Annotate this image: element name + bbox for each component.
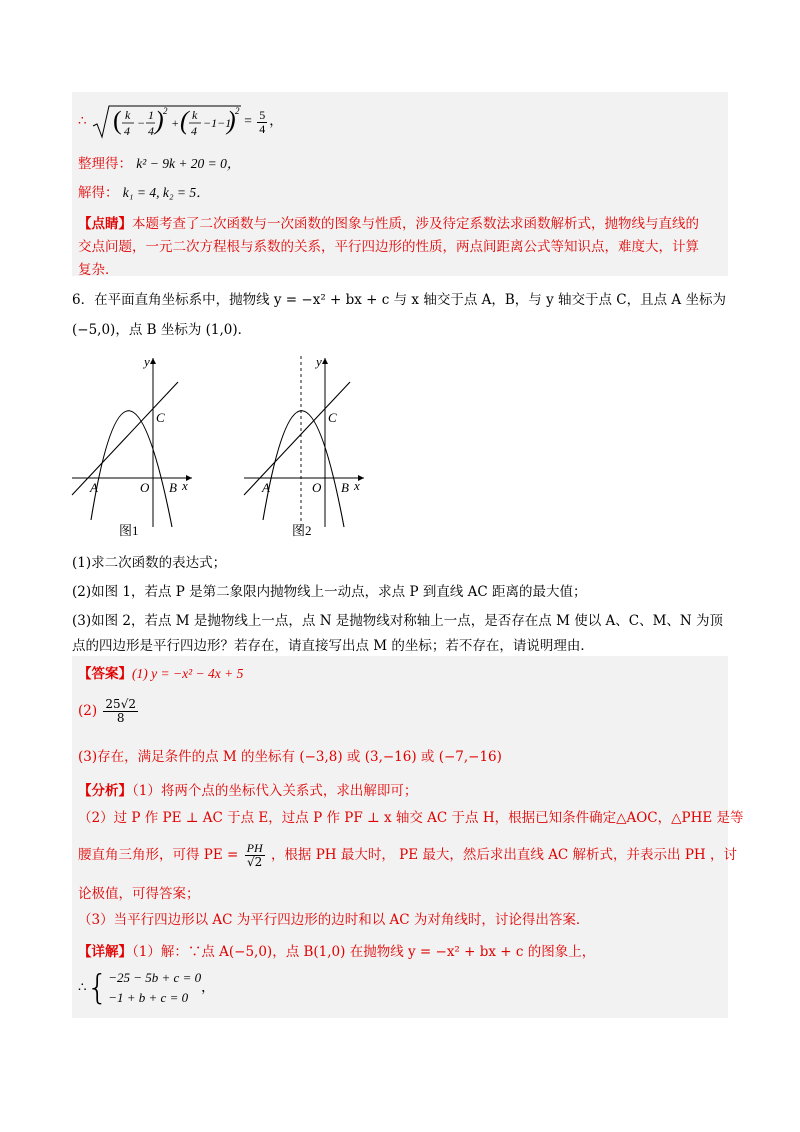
svg-text:1: 1: [147, 108, 154, 122]
figure-1: [68, 352, 198, 537]
k-solutions: k₁ = 4, k₂ = 5．: [122, 185, 210, 200]
fig1-y-label: y: [144, 354, 150, 369]
svg-text:): ): [226, 106, 236, 135]
distance-equation: [78, 104, 283, 140]
simplify-label: 整理得：: [78, 156, 132, 172]
question-2: (2)如图 1，若点 P 是第二象限内抛物线上一动点，求点 P 到直线 AC 距离的最大值；: [72, 584, 587, 600]
fig1-point-o: O: [140, 480, 150, 495]
answer-2-fraction: $\frac{25√2}{8}$: [105, 697, 136, 725]
problem-stem-line-1: 6．在平面直角坐标系中，抛物线 y = −x² + bx + c 与 x 轴交于点 A，B，与 y 轴交于点 C，且点 A 坐标为: [72, 292, 726, 308]
fig1-point-b: B: [169, 480, 177, 495]
problem-number: 6．: [72, 292, 95, 308]
svg-text:−: −: [136, 116, 145, 130]
shaded-answer-block: [72, 656, 728, 1018]
svg-text:4: 4: [123, 124, 130, 138]
question-1: (1)求二次函数的表达式；: [72, 555, 227, 571]
analysis-line-5: （3）当平行四边形以 AC 为平行四边形的边时和以 AC 为对角线时，讨论得出答案．: [78, 912, 590, 928]
equals-five-quarters: = $\frac{5}{4}$ ，: [244, 107, 283, 136]
fig2-y-label: y: [316, 354, 322, 369]
simplified-line: [78, 154, 240, 174]
fig2-x-label: x: [354, 478, 360, 493]
analysis-line-2: （2）过 P 作 PE ⊥ AC 于点 E，过点 P 作 PF ⊥ x 轴交 AC 于点 H，根据已知条件确定△AOC，△PHE 是等: [78, 810, 744, 826]
left-brace: {: [86, 968, 109, 1008]
svg-text:): ): [154, 106, 164, 135]
fig2-point-o: O: [312, 480, 322, 495]
comment-tag: 【点睛】: [78, 216, 132, 232]
pe-fraction: $\frac{PH}{√2}$: [246, 841, 263, 869]
fig1-point-c: C: [156, 410, 165, 425]
therefore-symbol-2: ∴: [78, 979, 87, 996]
therefore-symbol: ∴: [78, 113, 87, 130]
solve-label: 解得：: [78, 185, 119, 201]
fig2-point-b: B: [341, 480, 349, 495]
figure-2: [240, 352, 370, 537]
svg-text:k: k: [124, 108, 131, 122]
svg-text:2: 2: [234, 106, 240, 116]
solution-line: [78, 183, 210, 203]
svg-text:k: k: [191, 108, 198, 122]
svg-text:(: (: [179, 106, 189, 135]
svg-text:2: 2: [162, 106, 168, 116]
fig1-x-label: x: [182, 478, 188, 493]
fig1-point-a: A: [90, 480, 98, 495]
svg-text:−1−1: −1−1: [202, 116, 232, 130]
fig2-point-a: A: [262, 480, 270, 495]
detail-line-1: 【详解】（1）解：∵点 A(−5,0)，点 B(1,0) 在抛物线 y = −x² + bx + c 的图象上，: [78, 944, 596, 960]
comment-line-1: 【点睛】本题考查了二次函数与一次函数的图象与性质，涉及待定系数法求函数解析式，抛物线与直线的: [78, 216, 699, 232]
answer-line-2: (2) $\frac{25√2}{8}$: [78, 697, 136, 725]
equation-system: ∴{ −25 − 5b + c = 0 −1 + b + c = 0 ，: [78, 968, 215, 1008]
system-equations: −25 − 5b + c = 0 −1 + b + c = 0: [108, 970, 202, 1005]
fig2-caption: 图2: [292, 523, 312, 537]
sqrt-sign: [91, 104, 241, 140]
svg-text:(: (: [112, 106, 122, 135]
sqrt-expression: [91, 106, 244, 138]
analysis-line-3: 腰直角三角形，可得 PE = $\frac{PH}{√2}$ ，根据 PH 最大时， PE 最大，然后求出直线 AC 解析式，并表示出 PH ，讨: [78, 841, 737, 869]
detail-tag: 【详解】: [78, 944, 132, 960]
fig2-point-c: C: [328, 410, 337, 425]
problem-stem-line-2: (−5,0)，点 B 坐标为 (1,0)．: [72, 322, 252, 338]
comment-line-2: 交点问题，一元二次方程根与系数的关系，平行四边形的性质，两点间距离公式等知识点，难度大，计算: [78, 239, 699, 255]
answer-line-1: 【答案】(1) y = −x² − 4x + 5: [78, 666, 244, 682]
question-3-line-1: (3)如图 2，若点 M 是抛物线上一点，点 N 是抛物线对称轴上一点，是否存在点 M 使以 A、C、M、N 为顶: [72, 613, 724, 629]
fig1-caption: 图1: [119, 523, 139, 537]
answer-line-3: (3)存在，满足条件的点 M 的坐标有 (−3,8) 或 (3,−16) 或 (−7,−16): [78, 749, 502, 765]
analysis-line-1: 【分析】（1）将两个点的坐标代入关系式，求出解即可；: [78, 783, 418, 799]
comment-line-3: 复杂．: [78, 262, 119, 278]
svg-text:4: 4: [190, 124, 197, 138]
svg-text:+: +: [170, 116, 179, 130]
quadratic-equation: k² − 9k + 20 = 0，: [136, 156, 241, 171]
analysis-line-4: 论极值，可得答案；: [78, 886, 200, 902]
question-3-line-2: 点的四边形是平行四边形？若存在，请直接写出点 M 的坐标；若不存在，请说明理由．: [72, 638, 594, 654]
answer-tag: 【答案】: [78, 666, 132, 682]
analysis-tag: 【分析】: [78, 783, 132, 799]
svg-text:4: 4: [147, 124, 154, 138]
